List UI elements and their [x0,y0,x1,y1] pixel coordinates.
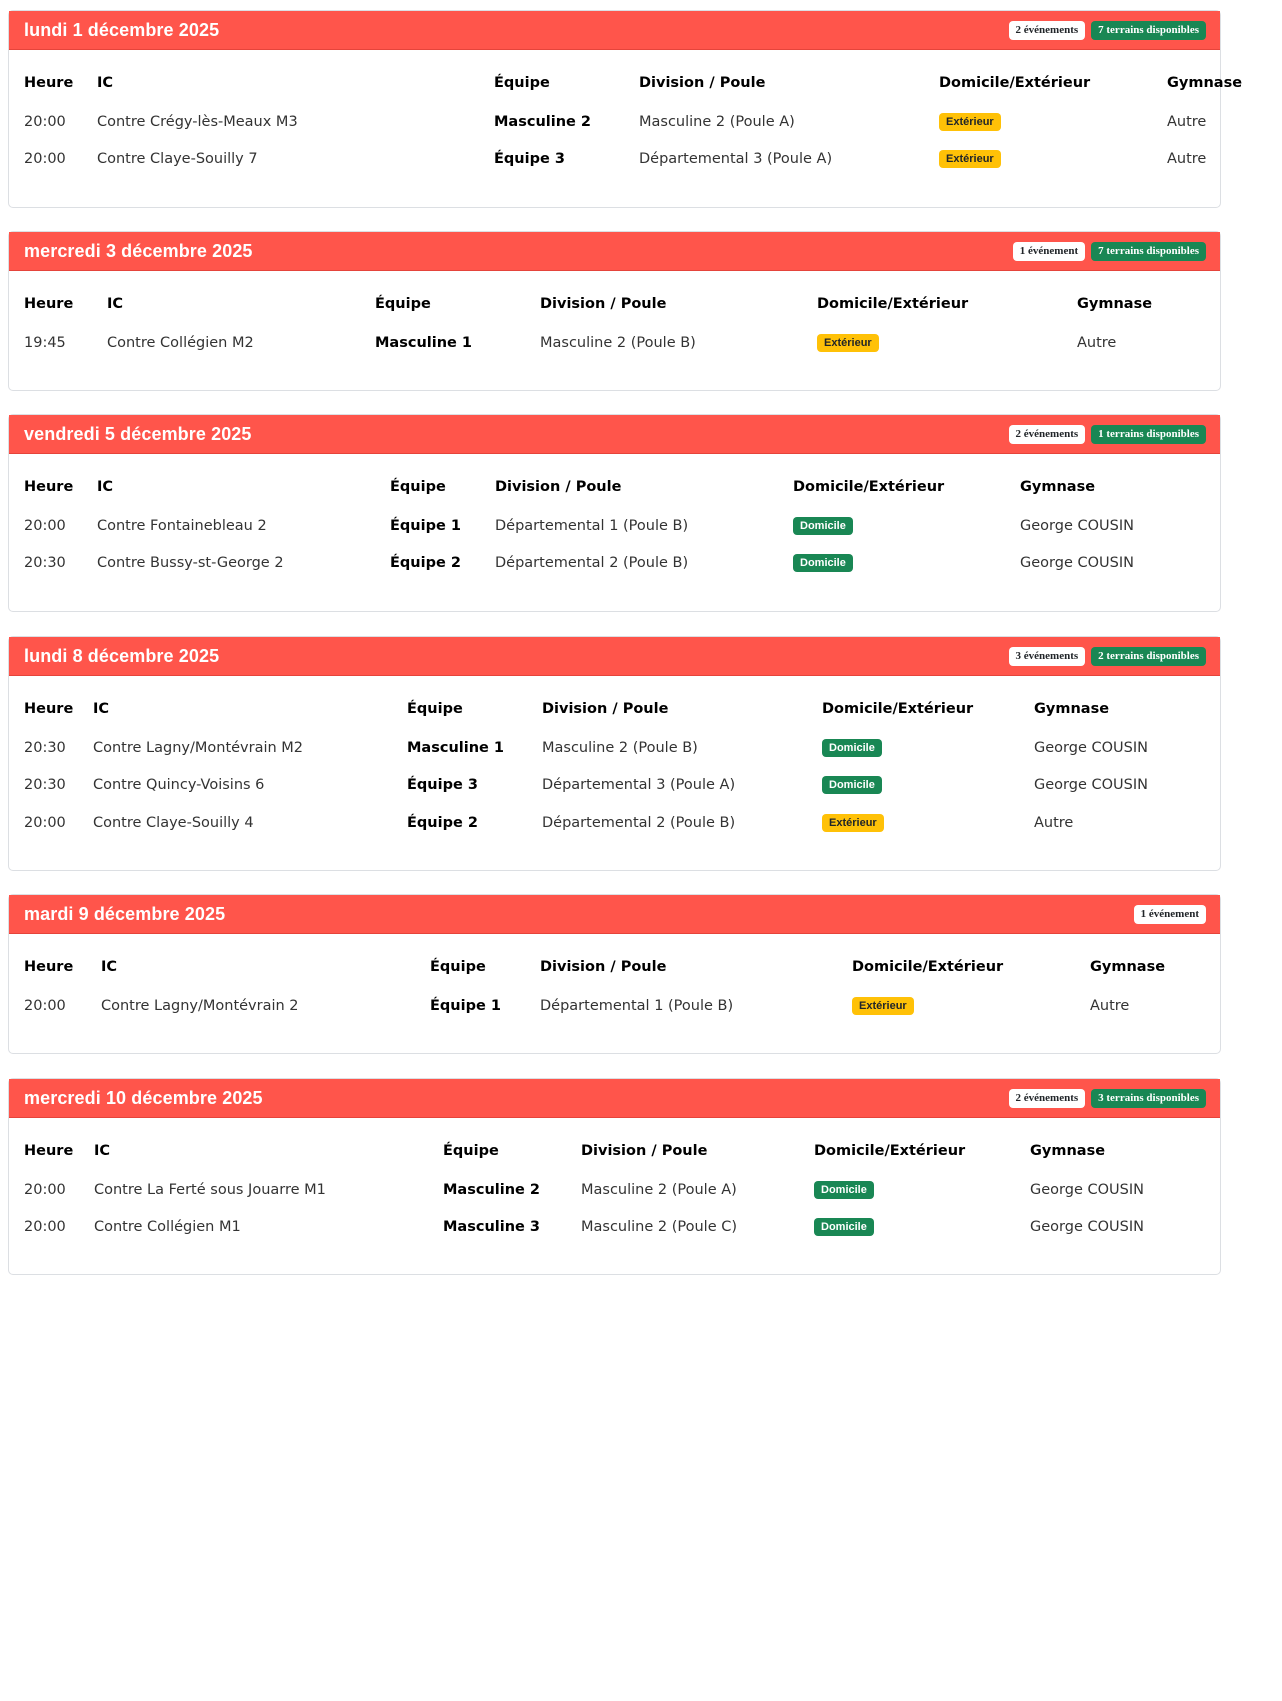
column-header-ic: IC [93,701,110,717]
day-card-header [9,232,1220,271]
away-badge: Extérieur [817,334,879,352]
location-cell [814,1171,1030,1209]
day-card [8,636,1221,871]
column-header-heure: Heure [24,1143,74,1159]
events-count-badge: 2 événements [1009,425,1086,444]
header-badges [1013,242,1206,261]
day-card [8,414,1221,612]
day-card-header [9,895,1220,934]
time-cell: 20:30 [24,777,66,794]
column-header-division: Division / Poule [540,959,667,975]
column-header-division: Division / Poule [542,701,669,717]
available-fields-badge: 2 terrains disponibles [1091,647,1206,666]
column-header-heure: Heure [24,296,74,312]
column-header-lieu: Domicile/Extérieur [817,296,969,312]
team-cell: Équipe 1 [390,517,461,534]
opponent-cell: Contre Bussy-st-George 2 [97,555,284,572]
opponent-cell: Contre Collégien M1 [94,1219,241,1236]
table-header-row [24,947,1210,987]
time-cell: 20:00 [24,517,66,534]
location-cell [939,141,1167,179]
column-header-heure: Heure [24,701,74,717]
day-card-header [9,637,1220,676]
time-cell: 20:00 [24,997,66,1014]
column-header-heure: Heure [24,959,74,975]
division-cell: Masculine 2 (Poule A) [581,1181,737,1198]
home-badge: Domicile [822,739,882,757]
home-badge: Domicile [814,1218,874,1236]
header-badges [1009,1089,1206,1108]
division-cell: Départemental 2 (Poule B) [542,814,736,831]
column-header-lieu: Domicile/Extérieur [822,701,974,717]
column-header-ic: IC [97,479,114,495]
away-badge: Extérieur [939,150,1001,168]
away-badge: Extérieur [939,113,1001,131]
opponent-cell: Contre Lagny/Montévrain M2 [93,739,304,756]
home-badge: Domicile [814,1181,874,1199]
column-header-gymnase: Gymnase [1020,479,1096,495]
opponent-cell: Contre La Ferté sous Jouarre M1 [94,1181,326,1198]
events-count-badge: 3 événements [1009,647,1086,666]
team-cell: Masculine 1 [375,334,472,351]
gym-cell: Autre [1090,997,1130,1014]
table-header-row [24,284,1207,324]
day-title: mardi 9 décembre 2025 [24,903,226,924]
gym-cell: George COUSIN [1030,1181,1144,1198]
division-cell: Départemental 1 (Poule B) [495,517,689,534]
home-badge: Domicile [822,776,882,794]
column-header-equipe: Équipe [375,296,431,312]
table-header-row [24,467,1195,507]
table-header-row [24,63,1282,103]
events-table [24,1131,1195,1246]
column-header-division: Division / Poule [581,1143,708,1159]
team-cell: Équipe 2 [390,555,461,572]
away-badge: Extérieur [822,814,884,832]
events-table [24,63,1282,178]
column-header-ic: IC [107,296,124,312]
home-badge: Domicile [793,554,853,572]
table-row [24,1209,1195,1247]
column-header-ic: IC [97,75,114,91]
opponent-cell: Contre Fontainebleau 2 [97,517,267,534]
location-cell [817,324,1077,362]
team-cell: Masculine 3 [443,1219,540,1236]
column-header-division: Division / Poule [540,296,667,312]
column-header-gymnase: Gymnase [1090,959,1166,975]
events-table [24,284,1207,362]
day-card-header [9,415,1220,454]
available-fields-badge: 3 terrains disponibles [1091,1089,1206,1108]
location-cell [822,729,1034,767]
time-cell: 20:00 [24,113,66,130]
table-header-row [24,689,1189,729]
header-badges [1009,425,1206,444]
division-cell: Départemental 3 (Poule A) [542,777,736,794]
division-cell: Départemental 1 (Poule B) [540,997,734,1014]
table-row [24,103,1282,141]
gym-cell: Autre [1167,151,1207,168]
column-header-lieu: Domicile/Extérieur [852,959,1004,975]
day-title: lundi 1 décembre 2025 [24,19,220,40]
away-badge: Extérieur [852,997,914,1015]
column-header-gymnase: Gymnase [1167,75,1243,91]
opponent-cell: Contre Crégy-lès-Meaux M3 [97,113,298,130]
table-row [24,507,1195,545]
column-header-gymnase: Gymnase [1034,701,1110,717]
gym-cell: George COUSIN [1034,739,1148,756]
table-row [24,141,1282,179]
location-cell [822,804,1034,842]
opponent-cell: Contre Quincy-Voisins 6 [93,777,265,794]
day-card [8,1078,1221,1275]
available-fields-badge: 1 terrains disponibles [1091,425,1206,444]
column-header-ic: IC [101,959,118,975]
day-card [8,10,1243,208]
location-cell [793,507,1020,545]
opponent-cell: Contre Claye-Souilly 4 [93,814,254,831]
column-header-equipe: Équipe [390,479,446,495]
team-cell: Équipe 3 [494,151,565,168]
day-card [8,231,1221,391]
location-cell [822,767,1034,805]
column-header-lieu: Domicile/Extérieur [793,479,945,495]
gym-cell: Autre [1034,814,1074,831]
division-cell: Départemental 2 (Poule B) [495,555,689,572]
division-cell: Masculine 2 (Poule C) [581,1219,738,1236]
column-header-equipe: Équipe [407,701,463,717]
column-header-ic: IC [94,1143,111,1159]
header-badges [1009,21,1206,40]
table-row [24,324,1207,362]
table-row [24,1171,1195,1209]
day-title: mercredi 10 décembre 2025 [24,1087,263,1108]
events-count-badge: 2 événements [1009,21,1086,40]
day-card [8,894,1221,1054]
team-cell: Masculine 2 [443,1181,540,1198]
header-badges [1134,905,1206,924]
time-cell: 20:30 [24,739,66,756]
events-count-badge: 1 événement [1013,242,1085,261]
division-cell: Masculine 2 (Poule B) [542,739,698,756]
column-header-equipe: Équipe [443,1143,499,1159]
location-cell [939,103,1167,141]
time-cell: 20:00 [24,151,66,168]
column-header-gymnase: Gymnase [1077,296,1153,312]
column-header-division: Division / Poule [639,75,766,91]
events-count-badge: 1 événement [1134,905,1206,924]
events-table [24,947,1210,1025]
opponent-cell: Contre Lagny/Montévrain 2 [101,997,299,1014]
table-row [24,729,1189,767]
day-card-header [9,1079,1220,1118]
time-cell: 20:30 [24,555,66,572]
location-cell [814,1209,1030,1247]
time-cell: 20:00 [24,1181,66,1198]
table-row [24,545,1195,583]
table-row [24,767,1189,805]
division-cell: Départemental 3 (Poule A) [639,151,833,168]
table-header-row [24,1131,1195,1171]
day-title: mercredi 3 décembre 2025 [24,240,253,261]
gym-cell: Autre [1077,334,1117,351]
day-card-header [9,11,1220,50]
division-cell: Masculine 2 (Poule B) [540,334,696,351]
team-cell: Équipe 3 [407,777,478,794]
table-row [24,804,1189,842]
team-cell: Équipe 1 [430,997,501,1014]
time-cell: 20:00 [24,1219,66,1236]
day-title: lundi 8 décembre 2025 [24,645,220,666]
gym-cell: George COUSIN [1034,777,1148,794]
events-table [24,689,1189,842]
division-cell: Masculine 2 (Poule A) [639,113,795,130]
column-header-lieu: Domicile/Extérieur [939,75,1091,91]
available-fields-badge: 7 terrains disponibles [1091,242,1206,261]
column-header-division: Division / Poule [495,479,622,495]
team-cell: Équipe 2 [407,814,478,831]
column-header-equipe: Équipe [494,75,550,91]
column-header-equipe: Équipe [430,959,486,975]
available-fields-badge: 7 terrains disponibles [1091,21,1206,40]
team-cell: Masculine 2 [494,113,591,130]
table-row [24,987,1210,1025]
gym-cell: George COUSIN [1020,555,1134,572]
column-header-lieu: Domicile/Extérieur [814,1143,966,1159]
column-header-heure: Heure [24,479,74,495]
events-count-badge: 2 événements [1009,1089,1086,1108]
events-table [24,467,1195,582]
time-cell: 19:45 [24,334,66,351]
opponent-cell: Contre Collégien M2 [107,334,254,351]
day-title: vendredi 5 décembre 2025 [24,423,252,444]
column-header-gymnase: Gymnase [1030,1143,1106,1159]
time-cell: 20:00 [24,814,66,831]
gym-cell: George COUSIN [1030,1219,1144,1236]
team-cell: Masculine 1 [407,739,504,756]
opponent-cell: Contre Claye-Souilly 7 [97,151,258,168]
gym-cell: Autre [1167,113,1207,130]
header-badges [1009,647,1206,666]
location-cell [793,545,1020,583]
location-cell [852,987,1090,1025]
home-badge: Domicile [793,517,853,535]
column-header-heure: Heure [24,75,74,91]
gym-cell: George COUSIN [1020,517,1134,534]
